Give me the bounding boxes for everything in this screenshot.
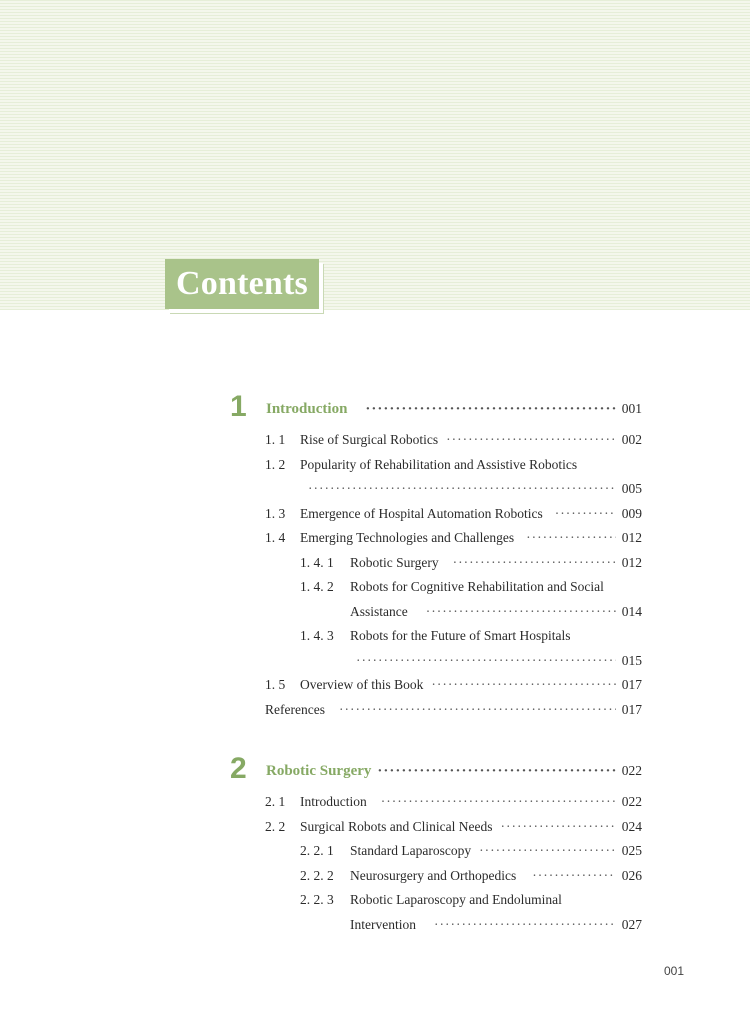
entry-page: 024	[621, 819, 642, 834]
entry-label: References	[265, 702, 325, 717]
entry-number: 2. 2	[265, 819, 286, 834]
toc-entry-1-5[interactable]	[265, 676, 642, 694]
entry-number: 1. 4. 3	[300, 628, 334, 643]
entry-page: 014	[621, 604, 642, 619]
entry-page: 025	[621, 843, 642, 858]
chapter-2-number: 2	[230, 752, 247, 785]
dot-leader	[365, 400, 615, 418]
dot-leader	[381, 793, 616, 811]
toc-entry-references[interactable]	[265, 701, 642, 719]
dot-leader	[377, 762, 615, 780]
entry-label: Neurosurgery and Orthopedics	[350, 868, 517, 883]
chapter-2-title-row[interactable]	[266, 762, 642, 780]
entry-label: Rise of Surgical Robotics	[300, 432, 439, 447]
entry-label-continued: Assistance	[350, 604, 408, 619]
entry-page: 017	[621, 702, 642, 717]
toc-entry-2-2-3[interactable]	[300, 891, 642, 909]
entry-page: 009	[621, 506, 642, 521]
entry-label: Robotic Laparoscopy and Endoluminal	[350, 892, 562, 907]
entry-label: Robots for the Future of Smart Hospitals	[350, 628, 571, 643]
entry-page: 017	[621, 677, 642, 692]
entry-number: 2. 2. 3	[300, 892, 334, 907]
chapter-1-page: 001	[621, 401, 642, 416]
chapter-1-title-row[interactable]	[266, 400, 642, 418]
entry-label: Standard Laparoscopy	[350, 843, 472, 858]
toc-entry-1-4-3-leader-line[interactable]	[350, 652, 642, 670]
entry-label: Surgical Robots and Clinical Needs	[300, 819, 493, 834]
toc-entry-1-4-2-cont[interactable]	[350, 603, 642, 621]
toc-entry-1-4[interactable]	[265, 529, 642, 547]
entry-label: Robotic Surgery	[350, 555, 439, 570]
entry-label-continued: Intervention	[350, 917, 416, 932]
entry-label: Overview of this Book	[300, 677, 424, 692]
toc-entry-1-4-2[interactable]	[300, 578, 642, 596]
dot-leader	[555, 505, 616, 523]
dot-leader	[308, 480, 616, 498]
entry-number: 1. 4. 1	[300, 555, 334, 570]
toc-entry-1-2-leader-line[interactable]	[308, 480, 642, 498]
toc-entry-2-2-3-cont[interactable]	[350, 916, 642, 934]
entry-number: 2. 2. 2	[300, 868, 334, 883]
entry-number: 1. 1	[265, 432, 286, 447]
entry-number: 1. 5	[265, 677, 286, 692]
toc-entry-1-4-3[interactable]	[300, 627, 642, 645]
entry-number: 2. 2. 1	[300, 843, 334, 858]
entry-number: 1. 2	[265, 457, 286, 472]
entry-label: Emergence of Hospital Automation Robotics	[300, 506, 543, 521]
toc-entry-1-2[interactable]	[265, 456, 642, 474]
entry-page: 002	[621, 432, 642, 447]
entry-page: 005	[621, 481, 642, 496]
entry-page: 012	[621, 555, 642, 570]
entry-page: 027	[621, 917, 642, 932]
toc-entry-1-4-1[interactable]	[300, 554, 642, 572]
entry-page: 012	[621, 530, 642, 545]
entry-number: 2. 1	[265, 794, 286, 809]
toc-entry-1-1[interactable]	[265, 431, 642, 449]
dot-leader	[532, 867, 616, 885]
entry-label: Robots for Cognitive Rehabilitation and Social	[350, 579, 604, 594]
dot-leader	[500, 818, 615, 836]
entry-page: 026	[621, 868, 642, 883]
dot-leader	[431, 676, 615, 694]
entry-number: 1. 3	[265, 506, 286, 521]
chapter-1-number: 1	[230, 390, 247, 423]
entry-label: Emerging Technologies and Challenges	[300, 530, 515, 545]
header-band	[0, 0, 750, 310]
dot-leader	[479, 842, 616, 860]
dot-leader	[426, 603, 616, 621]
entry-page: 022	[621, 794, 642, 809]
page-number: 001	[663, 964, 684, 978]
dot-leader	[339, 701, 616, 719]
entry-label: Introduction	[300, 794, 367, 809]
toc-entry-2-2-1[interactable]	[300, 842, 642, 860]
dot-leader	[446, 431, 616, 449]
dot-leader	[434, 916, 616, 934]
entry-page: 015	[621, 653, 642, 668]
entry-number: 1. 4. 2	[300, 579, 334, 594]
toc-entry-1-3[interactable]	[265, 505, 642, 523]
contents-title: Contents	[165, 259, 319, 309]
dot-leader	[356, 652, 616, 670]
dot-leader	[453, 554, 616, 572]
toc-entry-2-2[interactable]	[265, 818, 642, 836]
chapter-2-title: Robotic Surgery	[266, 763, 372, 779]
chapter-1-title: Introduction	[266, 401, 348, 417]
dot-leader	[526, 529, 616, 547]
entry-number: 1. 4	[265, 530, 286, 545]
chapter-2-page: 022	[621, 763, 642, 778]
toc-entry-2-2-2[interactable]	[300, 867, 642, 885]
entry-label: Popularity of Rehabilitation and Assistive Robotics	[300, 457, 578, 472]
toc-entry-2-1[interactable]	[265, 793, 642, 811]
